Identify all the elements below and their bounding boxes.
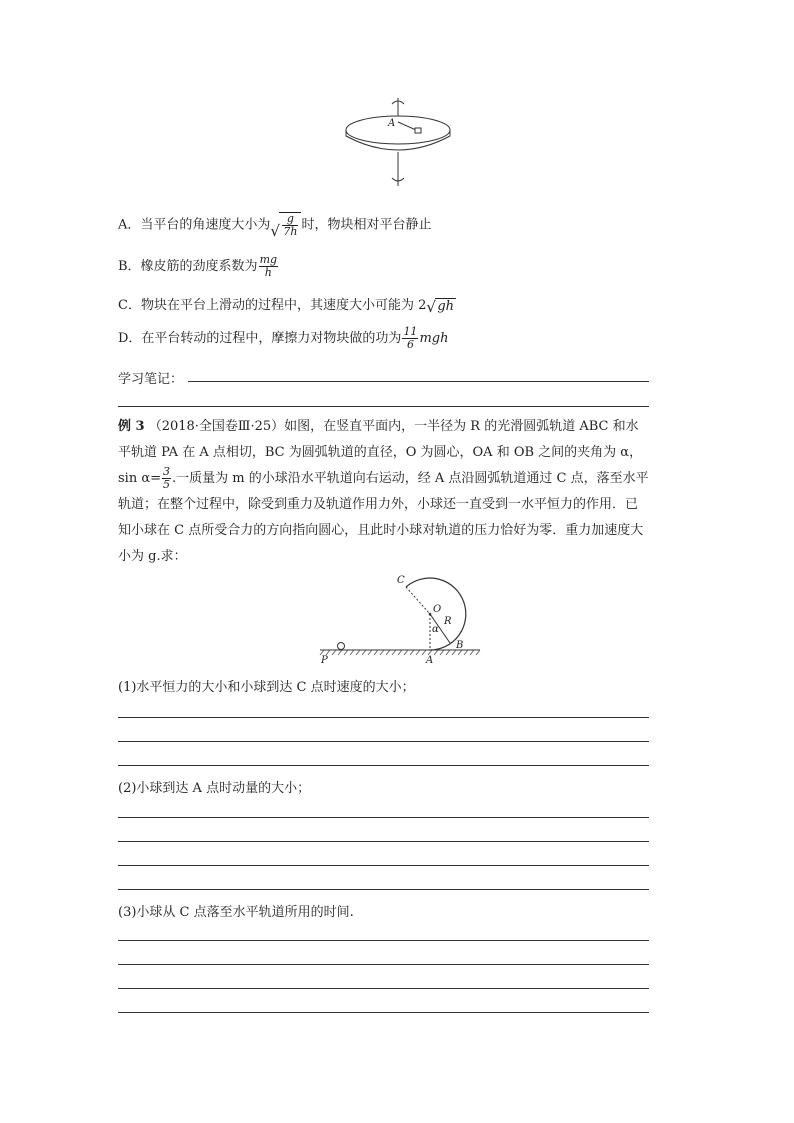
- option-c: C．物块在平台上滑动的过程中，其速度大小可能为 2 √ gh: [118, 297, 455, 316]
- answer-line-2a: [118, 817, 649, 818]
- label-C: C: [397, 575, 405, 586]
- notes-label: 学习笔记：: [118, 372, 184, 387]
- option-b: B．橡皮筋的劲度系数为 $\frac{mg}{h}$: [118, 253, 278, 279]
- answer-line-3b: [118, 964, 649, 965]
- answer-line-3a: [118, 940, 649, 941]
- label-O: O: [433, 604, 442, 615]
- label-A2: A: [426, 655, 434, 666]
- question-3: (3)小球从 C 点落至水平轨道所用的时间.: [118, 905, 354, 920]
- label-B: B: [456, 640, 464, 651]
- answer-line-2d: [118, 889, 649, 890]
- label-R: R: [444, 616, 452, 627]
- option-a: A．当平台的角速度大小为 √ $\frac{g}{7h}$ 时，物块相对平台静止: [118, 212, 432, 240]
- option-d: D．在平台转动的过程中，摩擦力对物块做的功为 $\frac{11}{6}$ mgh: [118, 325, 449, 351]
- ball: [338, 643, 345, 650]
- diameter-CO: [406, 587, 430, 614]
- circular-track-figure: [318, 570, 483, 666]
- block: [415, 128, 421, 133]
- platform-top: [346, 116, 450, 144]
- answer-line-1b: [118, 741, 649, 742]
- notes-line-1: [188, 381, 649, 382]
- label-A: A: [388, 118, 396, 129]
- answer-line-2c: [118, 865, 649, 866]
- question-1: (1)水平恒力的大小和小球到达 C 点时速度的大小；: [118, 680, 415, 695]
- center-O: [429, 613, 432, 616]
- answer-line-1c: [118, 765, 649, 766]
- label-P: P: [321, 655, 328, 666]
- answer-line-3d: [118, 1012, 649, 1013]
- answer-line-3c: [118, 988, 649, 989]
- label-alpha: α: [432, 624, 439, 635]
- answer-line-1a: [118, 717, 649, 718]
- notes-line-2: [118, 406, 649, 407]
- answer-line-2b: [118, 841, 649, 842]
- example-3-text: 例 3 （2018·全国卷Ⅲ·25）如图，在竖直平面内，一半径为 R 的光滑圆弧轨道 ABC 和水平轨道 PA 在 A 点相切，BC 为圆弧轨道的直径，O 为圆心，OA 和 OB 之间的夹角为 α，sin α= $\frac{3}{5}$ .一质量为 m 的小球沿水平轨道向右运动，经 A 点沿圆弧轨道通过 C 点，落至水平轨道；在整个过程中，除受到重力及轨道作用力外，小球还一直受到一水平恒力的作用．已知小球在 C 点所受合力的方向指向圆心，且此时小球对轨道的压力恰好为零．重力加速度大小为 g.求：: [118, 419, 649, 564]
- question-2: (2)小球到达 A 点时动量的大小；: [118, 781, 311, 796]
- rotating-platform-figure: [330, 92, 470, 192]
